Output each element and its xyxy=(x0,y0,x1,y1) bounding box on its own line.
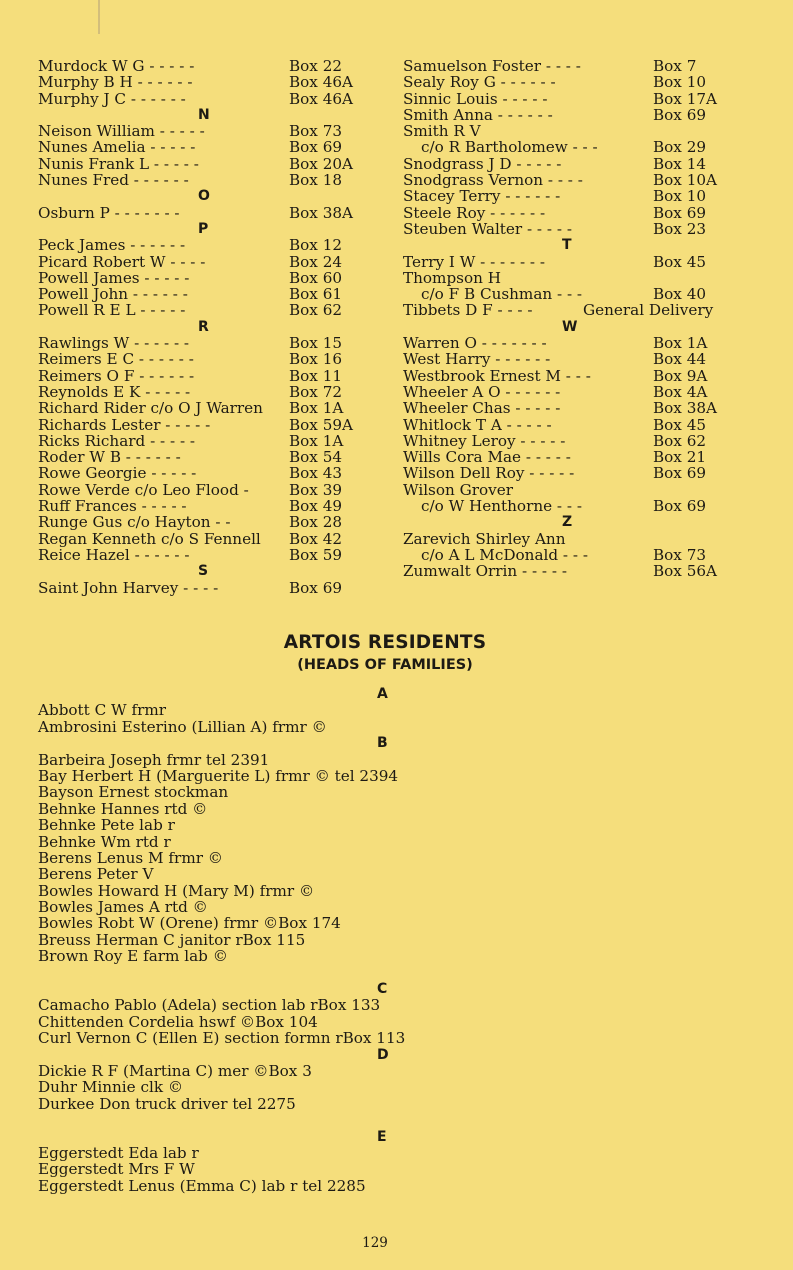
entry-name: Reimers E C - - - - - - xyxy=(38,350,194,369)
letter-heading-text: S xyxy=(198,563,209,580)
entry-box: Box 23 xyxy=(653,219,707,238)
directory-entry xyxy=(38,449,368,465)
resident-entry: Camacho Pablo (Adela) section lab rBox 133 xyxy=(38,996,381,1015)
entry-name: Terry I W - - - - - - - xyxy=(403,252,546,271)
entry-box: Box 28 xyxy=(289,513,343,532)
entry-name: Smith R V xyxy=(403,122,481,141)
directory-entry xyxy=(403,74,733,90)
letter-heading xyxy=(38,221,368,237)
entry-name: Peck James - - - - - - xyxy=(38,236,186,255)
letter-heading xyxy=(38,1129,738,1145)
entry-box: Box 4A xyxy=(653,382,708,401)
resident-entry: Brown Roy E farm lab © xyxy=(38,947,228,966)
letter-heading xyxy=(403,237,733,253)
entry-name: Picard Robert W - - - - xyxy=(38,252,206,271)
resident-entry: Bowles Robt W (Orene) frmr ©Box 174 xyxy=(38,914,341,933)
letter-heading xyxy=(38,1047,738,1063)
letter-heading-text: T xyxy=(562,237,572,254)
letter-heading xyxy=(403,514,733,530)
entry-name: Ricks Richard - - - - - xyxy=(38,431,196,450)
resident-entry: Duhr Minnie clk © xyxy=(38,1078,184,1097)
directory-entry xyxy=(403,351,733,367)
entry-name: Whitney Leroy - - - - - xyxy=(403,431,566,450)
letter-heading xyxy=(38,735,738,751)
entry-box: Box 59A xyxy=(289,415,353,434)
entry-name: Powell James - - - - - xyxy=(38,268,190,287)
entry-name: Rowe Verde c/o Leo Flood - xyxy=(38,480,249,499)
entry-name: Snodgrass Vernon - - - - xyxy=(403,171,583,190)
directory-entry xyxy=(403,547,733,563)
entry-name: Regan Kenneth c/o S Fennell xyxy=(38,529,261,548)
directory-entry xyxy=(38,465,368,481)
entry-box: Box 42 xyxy=(289,529,343,548)
entry-name: Richards Lester - - - - - xyxy=(38,415,211,434)
resident-entry: Bay Herbert H (Marguerite L) frmr © tel 2394 xyxy=(38,766,399,785)
entry-name: Runge Gus c/o Hayton - - xyxy=(38,513,231,532)
resident-entry: Chittenden Cordelia hswf ©Box 104 xyxy=(38,1012,318,1031)
directory-entry xyxy=(38,547,368,563)
entry-box: Box 69 xyxy=(653,203,707,222)
directory-entry xyxy=(403,482,733,498)
directory-entry xyxy=(38,270,368,286)
entry-name: Wilson Dell Roy - - - - - xyxy=(403,464,575,483)
directory-entry xyxy=(403,123,733,139)
directory-entry xyxy=(403,286,733,302)
resident-entry: Eggerstedt Eda lab r xyxy=(38,1143,199,1162)
entry-box: Box 1A xyxy=(653,334,708,353)
letter-heading xyxy=(38,563,368,579)
entry-box: Box 69 xyxy=(289,578,343,597)
entry-box: Box 59 xyxy=(289,545,343,564)
entry-box: Box 45 xyxy=(653,415,707,434)
entry-name: Sinnic Louis - - - - - xyxy=(403,89,548,108)
entry-name: Rawlings W - - - - - - xyxy=(38,334,190,353)
letter-heading-text: W xyxy=(562,318,578,335)
resident-entry: Behnke Wm rtd r xyxy=(38,832,171,851)
entry-box: Box 16 xyxy=(289,350,343,369)
entry-name: Warren O - - - - - - - xyxy=(403,334,547,353)
directory-entry xyxy=(38,531,368,547)
letter-heading-text: Z xyxy=(562,514,573,531)
directory-entry xyxy=(38,254,368,270)
entry-name: Westbrook Ernest M - - - xyxy=(403,366,591,385)
directory-entry xyxy=(38,74,368,90)
entry-box: Box 12 xyxy=(289,236,343,255)
directory-entry xyxy=(403,531,733,547)
entry-name: Zumwalt Orrin - - - - - xyxy=(403,562,567,581)
directory-entry xyxy=(403,465,733,481)
directory-entry xyxy=(38,205,368,221)
directory-entry xyxy=(38,417,368,433)
entry-box: Box 60 xyxy=(289,268,343,287)
resident-entry: Abbott C W frmr xyxy=(38,701,167,720)
directory-entry xyxy=(38,156,368,172)
letter-heading-text: D xyxy=(377,1046,389,1063)
entry-name: Smith Anna - - - - - - xyxy=(403,105,553,124)
directory-entry xyxy=(38,91,368,107)
resident-entry: Barbeira Joseph frmr tel 2391 xyxy=(38,750,270,769)
letter-heading xyxy=(38,319,368,335)
resident-entry: Berens Lenus M frmr © xyxy=(38,848,223,867)
entry-box: Box 56A xyxy=(653,562,717,581)
directory-entry xyxy=(38,286,368,302)
entry-box: Box 45 xyxy=(653,252,707,271)
entry-box: Box 73 xyxy=(289,122,343,141)
entry-box: Box 24 xyxy=(289,252,343,271)
directory-entry xyxy=(403,254,733,270)
resident-entry: Bowles Howard H (Mary M) frmr © xyxy=(38,881,315,900)
entry-name: Stacey Terry - - - - - - xyxy=(403,187,561,206)
letter-heading-text: R xyxy=(198,318,209,335)
entry-box: Box 11 xyxy=(289,366,343,385)
entry-box: Box 38A xyxy=(653,399,717,418)
entry-name: Wheeler Chas - - - - - xyxy=(403,399,561,418)
entry-name: Reimers O F - - - - - - xyxy=(38,366,195,385)
directory-entry xyxy=(403,433,733,449)
entry-name: Murphy J C - - - - - - xyxy=(38,89,186,108)
entry-name: Steele Roy - - - - - - xyxy=(403,203,546,222)
entry-box: Box 15 xyxy=(289,334,343,353)
entry-name: Osburn P - - - - - - - xyxy=(38,203,180,222)
entry-name: Wilson Grover xyxy=(403,480,513,499)
right-column xyxy=(403,58,733,580)
entry-box: Box 46A xyxy=(289,73,353,92)
letter-heading-text: E xyxy=(377,1128,387,1145)
entry-box: Box 10 xyxy=(653,73,707,92)
spacer xyxy=(38,1112,738,1128)
resident-entry: Bayson Ernest stockman xyxy=(38,783,229,802)
entry-name: Rowe Georgie - - - - - xyxy=(38,464,197,483)
resident-entry: Berens Peter V xyxy=(38,865,154,884)
entry-name: Tibbets D F - - - - xyxy=(403,301,533,320)
entry-name: Nunes Amelia - - - - - xyxy=(38,138,196,157)
entry-name: c/o R Bartholomew - - - xyxy=(421,138,598,157)
directory-entry xyxy=(38,139,368,155)
letter-heading-text: C xyxy=(377,981,388,998)
entry-box: Box 62 xyxy=(289,301,343,320)
letter-heading xyxy=(38,981,738,997)
directory-entry xyxy=(38,384,368,400)
entry-box: Box 72 xyxy=(289,382,343,401)
entry-box: Box 38A xyxy=(289,203,353,222)
entry-box: Box 29 xyxy=(653,138,707,157)
directory-entry xyxy=(403,205,733,221)
directory-entry xyxy=(403,563,733,579)
directory-entry xyxy=(403,302,733,318)
directory-entry xyxy=(38,400,368,416)
directory-entry xyxy=(38,237,368,253)
entry-box: Box 69 xyxy=(653,105,707,124)
entry-name: Snodgrass J D - - - - - xyxy=(403,154,562,173)
directory-entry xyxy=(403,107,733,123)
entry-box: Box 9A xyxy=(653,366,708,385)
letter-heading xyxy=(38,188,368,204)
resident-entry: Behnke Hannes rtd © xyxy=(38,799,208,818)
resident-entry: Durkee Don truck driver tel 2275 xyxy=(38,1094,296,1113)
entry-box: Box 54 xyxy=(289,448,343,467)
directory-entry xyxy=(403,449,733,465)
resident-entry: Behnke Pete lab r xyxy=(38,816,175,835)
entry-name: Reynolds E K - - - - - xyxy=(38,382,191,401)
entry-box: Box 69 xyxy=(653,464,707,483)
directory-entry xyxy=(38,351,368,367)
entry-box: Box 49 xyxy=(289,497,343,516)
letter-heading xyxy=(38,107,368,123)
entry-name: Roder W B - - - - - - xyxy=(38,448,181,467)
entry-name: Thompson H xyxy=(403,268,501,287)
directory-entry xyxy=(403,384,733,400)
directory-entry xyxy=(38,172,368,188)
letter-heading-text: N xyxy=(198,106,210,123)
entry-name: Nunis Frank L - - - - - xyxy=(38,154,199,173)
entry-box: Box 1A xyxy=(289,399,344,418)
entry-name: Powell R E L - - - - - xyxy=(38,301,186,320)
entry-name: Steuben Walter - - - - - xyxy=(403,219,572,238)
entry-box: Box 17A xyxy=(653,89,717,108)
entry-name: Wheeler A O - - - - - - xyxy=(403,382,561,401)
resident-entry: Breuss Herman C janitor rBox 115 xyxy=(38,930,306,949)
directory-entry xyxy=(403,498,733,514)
entry-name: c/o A L McDonald - - - xyxy=(421,545,588,564)
directory-entry xyxy=(38,498,368,514)
spacer xyxy=(38,965,738,981)
entry-box: Box 14 xyxy=(653,154,707,173)
letter-heading-text: A xyxy=(377,686,388,702)
entry-name: c/o F B Cushman - - - xyxy=(421,285,583,304)
letter-heading-text: B xyxy=(377,735,388,752)
directory-entry xyxy=(403,270,733,286)
entry-box: Box 40 xyxy=(653,285,707,304)
directory-entry xyxy=(38,368,368,384)
entry-box: Box 18 xyxy=(289,171,343,190)
letter-heading xyxy=(38,686,738,702)
entry-name: Murdock W G - - - - - xyxy=(38,57,195,75)
directory-entry xyxy=(38,580,368,596)
entry-name: Whitlock T A - - - - - xyxy=(403,415,552,434)
directory-entry xyxy=(38,433,368,449)
entry-name: Reice Hazel - - - - - - xyxy=(38,545,190,564)
entry-name: Saint John Harvey - - - - xyxy=(38,578,219,597)
directory-entry xyxy=(403,172,733,188)
entry-box: Box 69 xyxy=(289,138,343,157)
entry-box: Box 10A xyxy=(653,171,717,190)
entry-box: Box 22 xyxy=(289,57,343,75)
directory-entry xyxy=(403,91,733,107)
directory-entry xyxy=(38,482,368,498)
section-title: ARTOIS RESIDENTS xyxy=(283,632,487,653)
margin-mark xyxy=(98,0,100,34)
entry-box: Box 69 xyxy=(653,497,707,516)
entry-box: Box 61 xyxy=(289,285,343,304)
entry-box: Box 21 xyxy=(653,448,707,467)
entry-box: Box 43 xyxy=(289,464,343,483)
directory-entry xyxy=(403,221,733,237)
resident-entry: Bowles James A rtd © xyxy=(38,898,208,917)
entry-name: Nunes Fred - - - - - - xyxy=(38,171,189,190)
entry-name: Richard Rider c/o O J Warren xyxy=(38,399,263,418)
resident-entry: Dickie R F (Martina C) mer ©Box 3 xyxy=(38,1061,312,1080)
entry-name: Ruff Frances - - - - - xyxy=(38,497,187,516)
entry-box: Box 73 xyxy=(653,545,707,564)
residents-list xyxy=(38,686,738,1194)
letter-heading xyxy=(403,319,733,335)
directory-entry xyxy=(403,188,733,204)
directory-entry xyxy=(403,400,733,416)
entry-name: Powell John - - - - - - xyxy=(38,285,188,304)
entry-name: Murphy B H - - - - - - xyxy=(38,73,193,92)
resident-entry: Ambrosini Esterino (Lillian A) frmr © xyxy=(38,717,327,736)
entry-box: Box 10 xyxy=(653,187,707,206)
left-column xyxy=(38,58,368,596)
entry-name: West Harry - - - - - - xyxy=(403,350,551,369)
entry-name: Sealy Roy G - - - - - - xyxy=(403,73,556,92)
directory-entry xyxy=(403,156,733,172)
resident-entry: Eggerstedt Lenus (Emma C) lab r tel 2285 xyxy=(38,1176,366,1195)
directory-entry xyxy=(38,58,368,74)
entry-name: Samuelson Foster - - - - xyxy=(403,57,581,75)
letter-heading-text: P xyxy=(198,220,209,237)
entry-box: Box 20A xyxy=(289,154,353,173)
directory-entry xyxy=(38,335,368,351)
directory-entry xyxy=(403,417,733,433)
entry-box: Box 62 xyxy=(653,431,707,450)
directory-entry xyxy=(403,139,733,155)
directory-entry xyxy=(38,302,368,318)
entry-box: Box 44 xyxy=(653,350,707,369)
resident-entry: Curl Vernon C (Ellen E) section formn rBox 113 xyxy=(38,1029,406,1048)
directory-entry xyxy=(403,58,733,74)
directory-entry xyxy=(38,514,368,530)
entry-box: Box 39 xyxy=(289,480,343,499)
entry-box: Box 46A xyxy=(289,89,353,108)
entry-name: c/o W Henthorne - - - xyxy=(421,497,582,516)
resident-entry: Eggerstedt Mrs F W xyxy=(38,1160,195,1179)
directory-entry xyxy=(403,368,733,384)
letter-heading-text: O xyxy=(198,188,210,205)
section-subtitle: (HEADS OF FAMILIES) xyxy=(297,657,473,673)
entry-general-delivery: General Delivery xyxy=(583,301,714,320)
entry-box: Box 7 xyxy=(653,57,697,75)
directory-entry xyxy=(403,335,733,351)
directory-entry xyxy=(38,123,368,139)
entry-name: Wills Cora Mae - - - - - xyxy=(403,448,571,467)
entry-box: Box 1A xyxy=(289,431,344,450)
entry-name: Neison William - - - - - xyxy=(38,122,205,141)
page-number: 129 xyxy=(362,1235,388,1251)
entry-name: Zarevich Shirley Ann xyxy=(403,529,566,548)
